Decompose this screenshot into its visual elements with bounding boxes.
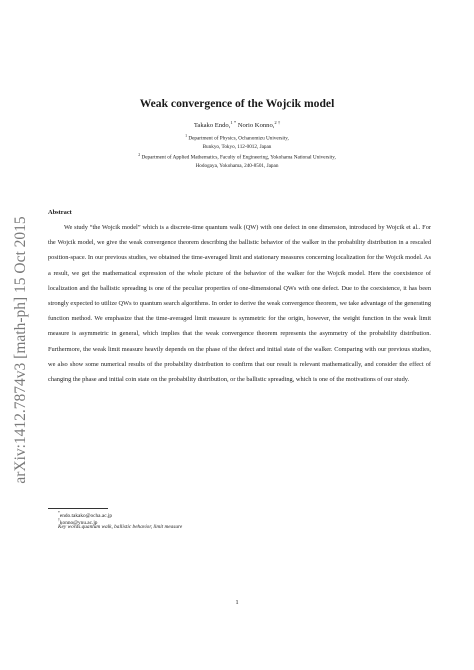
- author-2-marks: 2 †: [274, 120, 281, 125]
- affiliation-2-line2: Hodogaya, Yokohama, 240-8501, Japan: [195, 163, 279, 170]
- abstract-heading: Abstract: [48, 209, 72, 216]
- affiliation-2-mark: 2: [138, 153, 141, 157]
- affiliation-2-line1: Department of Applied Mathematics, Faculty of Engineering, Yokohama National University,: [141, 154, 336, 161]
- footnote-email-1-mark: *: [58, 511, 60, 515]
- paper-title: Weak convergence of the Wojcik model: [139, 97, 335, 110]
- author-2: Norio Konno,: [236, 122, 275, 130]
- author-line: [60, 120, 414, 129]
- affiliation-2: [60, 151, 414, 171]
- footnote-email-1-text: endo.takako@ocha.ac.jp: [59, 512, 112, 519]
- author-1-marks: 1 *: [230, 120, 237, 125]
- affiliation-1-line2: Bunkyo, Tokyo, 112-0012, Japan: [202, 144, 272, 151]
- author-1: Takako Endo,: [193, 122, 231, 130]
- footnote-rule: [48, 508, 108, 509]
- footnote-email-2-text: konno@ynu.ac.jp: [59, 519, 98, 526]
- arxiv-identifier: [4, 200, 38, 500]
- abstract-body: We study “the Wojcik model” which is a discrete-time quantum walk (QW) with one defect in one dimension, introduced by Wojcik et al.. For the Wojcik model, we give the weak convergence theorem describing the ballistic behavior of the walker in the probability distribution in a rescaled position-space. In our previous studies, we obtained the time-averaged limit and stationary measures concerning localization for the Wojcik model. As a result, we get the mathematical expression of the whole picture of the behavior of the walker for the Wojcik model. Here the coexistence of localization and the ballistic spreading is one of the peculiar properties of one-dimensional QWs with one defect. Due to the coexistence, it has been strongly expected to utilize QWs to quantum search algorithms. In order to derive the weak convergence theorem, we take advantage of the generating function method. We emphasize that the time-averaged limit measure is symmetric for the origin, however, the weight function in the weak limit measure is asymmetric in general, which implies that the weak convergence theorem represents the asymmetry of the probability distribution. Furthermore, the weak limit measure heavily depends on the phase of the defect and initial state of the walker. Comparing with our previous studies, we also show some numerical results of the probability distribution to confirm that our result is relevant mathematically, and consider the effect of changing the phase and initial coin state on the probability distribution, or the ballistic spreading, which is one of the motivations of our study.: [48, 224, 431, 384]
- page-number: 1: [235, 599, 239, 606]
- arxiv-identifier-text: arXiv:1412.7874v3 [math-ph] 15 Oct 2015: [12, 216, 29, 484]
- footnote-email-2-mark: †: [58, 518, 60, 522]
- affiliation-1-line1: Department of Physics, Ochanomizu University,: [188, 135, 289, 142]
- affiliation-1: [60, 132, 414, 152]
- footnote-keywords: Key words.quantum walk, ballistic behavior, limit measure: [58, 524, 183, 530]
- affiliation-1-mark: 1: [185, 134, 188, 138]
